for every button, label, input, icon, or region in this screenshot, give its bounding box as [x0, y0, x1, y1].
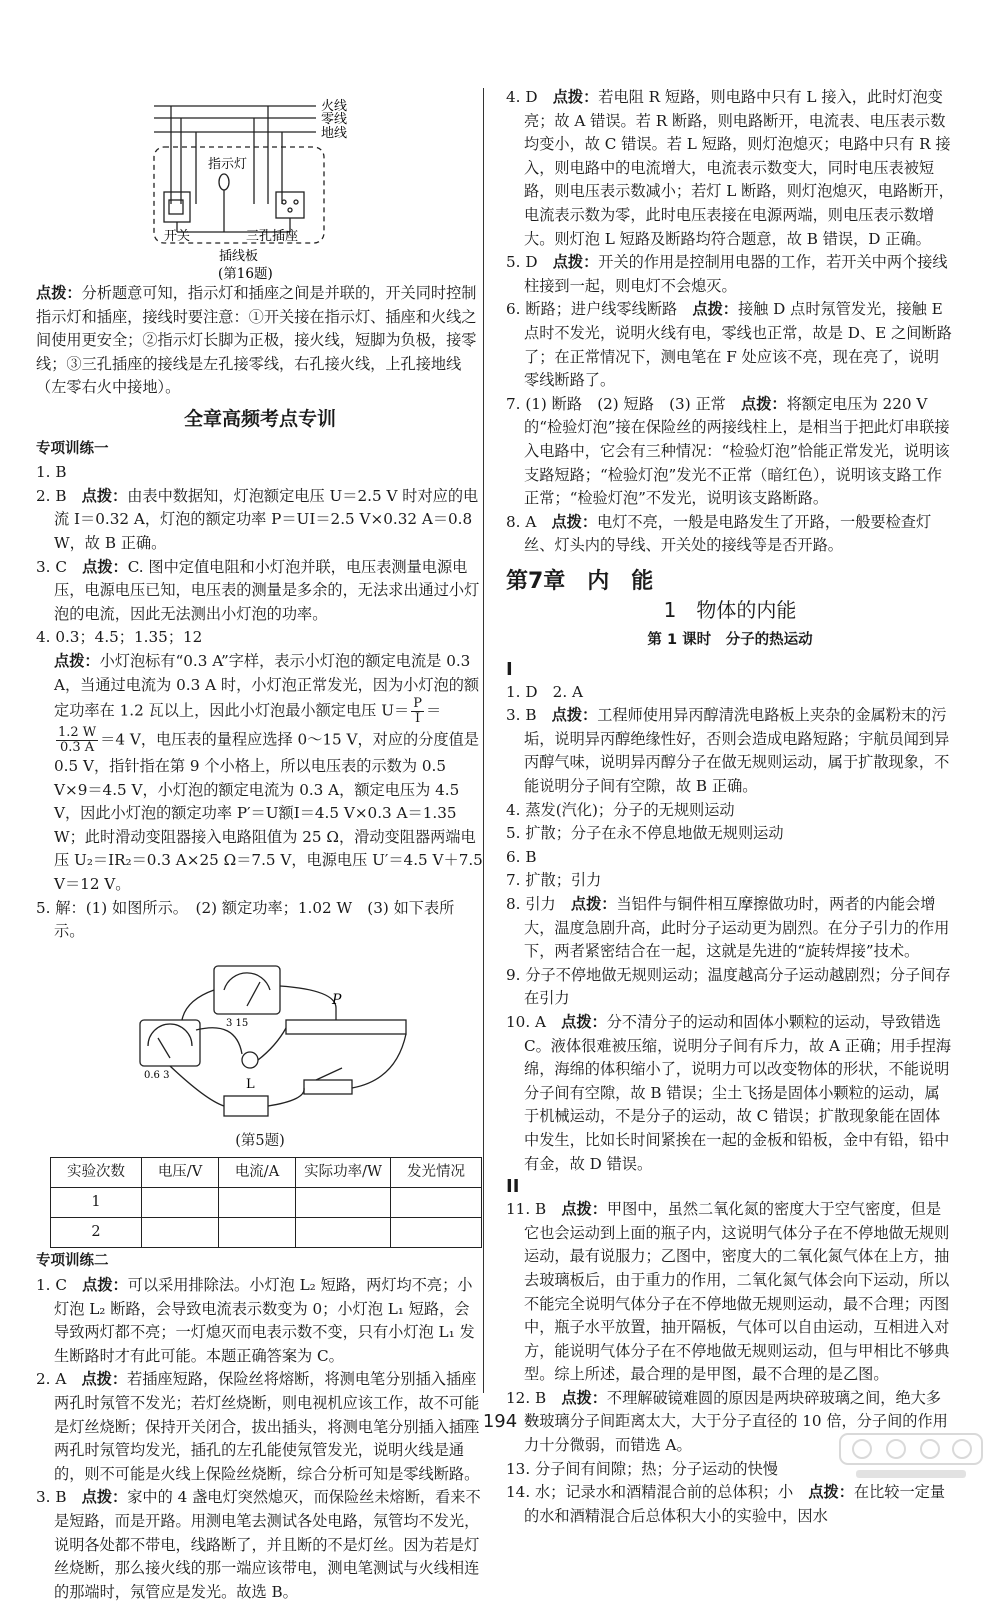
figure-16: [36, 92, 484, 282]
table-row: [51, 1218, 482, 1248]
hint-label: 点拨：: [561, 1200, 607, 1219]
hint-label: 点拨：: [552, 88, 599, 106]
hint-label: 点拨：: [561, 1012, 607, 1031]
table-cell: [219, 1218, 296, 1248]
hint-label: 点拨：: [692, 300, 738, 319]
level-two-icon: II: [506, 1176, 520, 1198]
left-column: [36, 86, 484, 1604]
c-answer-12: 12. B 点拨：不理解破镜难圆的原因是两块碎玻璃之间，绝大多数玻璃分子间距离太大，大于分子直径的 10 倍，分子间的作用力十分微弱，而错选 A。: [506, 1388, 948, 1455]
training-one-title: 专项训练一: [36, 440, 109, 457]
table-cell: [142, 1218, 219, 1248]
fraction-power-over-current: $\frac{1.2 W}{0.3 A}$: [58, 725, 97, 756]
t2-answer-1: 1. C 点拨：可以采用排除法。小灯泡 L₂ 短路，两灯均不亮；小灯泡 L₂ 断路，会导致电流表示数变为 0；小灯泡 L₁ 短路，会导致两灯都不亮；一灯熄灭而电表示数不变，只有小灯泡 L₁ 发生断路时才有此可能。本题正确答案为 C。: [36, 1276, 475, 1365]
t2-answer-3: 3. B 点拨：家中的 4 盏电灯突然熄灭，而保险丝未熔断，看来不是短路，而是开路。用测电笔去测试各处电路，氖管均不发光，说明各处都不带电，线路断了，并且断的不是灯丝。因为若是灯丝烧断，那么接火线的那一端应该带电，测电笔测试与火线相连的那端时，氖管应是发光。故选 B。: [36, 1488, 481, 1601]
figure-5-caption: (第5题): [235, 1132, 285, 1149]
answer-r4: 4. D 点拨：若电阻 R 短路，则电路中只有 L 接入，此时灯泡变亮；故 A 错误。若 R 断路，则电路断开，电流表、电压表示数均变小，故 C 错误。若 L 短路，则灯泡熄灭；电路中只有 R 接入，则电路中的电流增大，电流表示数变大，同时电压表被短路，则电压表示数减小；若灯 L 断路，则灯泡熄灭，电路断开，电流表示数为零，此时电压表接在电源两端，则电压表示数增大。则灯泡 L 短路及断路均符合题意，故 B 错误，D 正确。: [506, 88, 954, 248]
table-row: [51, 1188, 482, 1218]
wire-ground-label: 地线: [321, 126, 348, 141]
table-cell: [142, 1188, 219, 1218]
answer-2: [36, 485, 484, 556]
c-answer-3: 3. B 点拨：工程师使用异丙醇清洗电路板上夹杂的金属粉末的污垢，说明异丙醇绝缘性好，否则会造成电路短路；宇航员闻到异丙醇气味，说明异丙醇分子在做无规则运动，属于扩散现象，不能说明分子间有空隙，故 B 正确。: [506, 706, 950, 796]
hint-label: 点拨：: [81, 1370, 128, 1389]
hint-label: 点拨：: [561, 1388, 607, 1407]
hint-text: 小灯泡标有“0.3 A”字样，表示小灯泡的额定电流是 0.3 A，当通过电流为 0.3 A 时，小灯泡正常发光，因为小灯泡的额定功率在 1.2 瓦以上，因此小灯泡最小额定电压 U＝: [54, 651, 480, 720]
ammeter-scale: 0.6 3: [144, 1069, 170, 1081]
table-cell: 2: [51, 1218, 142, 1248]
hint-text: 由表中数据知，灯泡额定电压 U＝2.5 V 时对应的电流 I＝0.32 A，灯泡的额定功率 P＝UI＝2.5 V×0.32 A＝0.8 W，故 B 正确。: [54, 486, 479, 552]
answer-5: 5. 解：(1) 如图所示。 (2) 额定功率；1.02 W (3) 如下表所示。: [36, 898, 455, 941]
hint-label: 点拨：: [54, 651, 100, 670]
indicator-label: 指示灯: [208, 157, 248, 172]
page-number: － 194 －: [459, 1411, 541, 1432]
table-header: 电压/V: [142, 1158, 219, 1188]
figure-5: [36, 950, 484, 1130]
c-answer-1-2: 1. D 2. A: [506, 682, 583, 701]
c-answer-8: 8. 引力 点拨：当铝件与铜件相互摩擦做功时，两者的内能会增大，温度急剧升高，此时分子运动更为剧烈。在分子引力的作用下，两者紧密结合在一起，这就是先进的“旋转焊接”技术。: [506, 895, 950, 961]
hint-label: 点拨：: [82, 557, 128, 576]
circuit-diagram: [36, 950, 484, 1130]
answer-16-hint: [36, 282, 484, 400]
table-cell: [391, 1218, 482, 1248]
hint-label: 点拨：: [570, 895, 617, 913]
chapter-title: 第7章 内 能: [506, 568, 654, 594]
hint-label: 点拨：: [552, 253, 599, 272]
c-answer-10: 10. A 点拨：分不清分子的运动和固体小颗粒的运动，导致错选 C。液体很难被压缩，说明分子间有斥力，故 A 正确；用手捏海绵，海绵的体积缩小了，说明力可以改变物体的形状，不能说明分子间有空隙，故 B 错误；尘土飞扬是固体小颗粒的运动，属于机械运动，不是分子的运动，故 C 错误；扩散现象能在固体中发生，比如长时间紧挨在一起的金板和铅板，金中有铅，铅中有金，故 D 错误。: [506, 1012, 952, 1173]
c-answer-11: 11. B 点拨：甲图中，虽然二氧化氮的密度大于空气密度，但是它也会运动到上面的瓶子内，这说明气体分子在不停地做无规则运动，最有说服力；乙图中，密度大的二氧化氮气体在上方，抽去玻璃板后，由于重力的作用，二氧化氮气体会向下运动，所以不能完全说明气体分子在不停地做无规则运动，最不合理；丙图中，瓶子水平放置，抽开隔板，气体可以自由运动，互相进入对方，能说明气体分子在不停地做无规则运动，但与甲相比不够典型。综上所述，最合理的是甲图，最不合理的是乙图。: [506, 1200, 950, 1384]
answer-r8: 8. A 点拨：电灯不亮，一般是电路发生了开路，一般要检查灯丝、灯头内的导线、开关处的接线等是否开路。: [506, 512, 932, 555]
answer-r5: 5. D 点拨：开关的作用是控制用电器的工作，若开关中两个接线柱接到一起，则电灯不会熄灭。: [506, 253, 948, 295]
voltmeter-scale: 3 15: [226, 1017, 249, 1029]
socket-wiring-diagram: [36, 92, 484, 282]
hint-text: C. 图中定值电阻和小灯泡并联，电压表测量电源电压，电源电压已知，电压表的测量是多余的，无法求出通过小灯泡的电流，因此无法测出小灯泡的功率。: [54, 557, 480, 623]
t2-answer-2: 2. A 点拨：若插座短路，保险丝将熔断，将测电笔分别插入插座两孔时氖管不发光；若灯丝烧断，则电视机应该工作，故不可能是灯丝烧断；保持开关闭合，拔出插头，将测电笔分别插入插座两孔时氖管均发光，插孔的左孔能使氖管发光，说明火线是通的，则不可能是火线上保险丝烧断，综合分析可知是零线断路。: [36, 1370, 480, 1483]
lamp-l-label: L: [246, 1076, 255, 1092]
c-answer-4: 4. 蒸发(汽化)；分子的无规则运动: [506, 800, 735, 819]
table-cell: [391, 1188, 482, 1218]
section-title: 全章高频考点专训: [183, 407, 336, 430]
training-two-title: 专项训练二: [36, 1253, 109, 1270]
board-label: 插线板: [219, 249, 259, 264]
answer-4: 4. 0.3；4.5；1.35；12: [36, 628, 203, 647]
table-cell: 1: [51, 1188, 142, 1218]
right-column: [506, 86, 954, 1528]
answer-4-hint: 点拨：小灯泡标有“0.3 A”字样，表示小灯泡的额定电流是 0.3 A，当通过电流为 0.3 A 时，小灯泡正常发光，因为小灯泡的额定功率在 1.2 瓦以上，因此小灯泡最小额定电压 U＝ $\frac{P}{I}$ ＝ $\frac{1.2 W}{0.3 A}$ ＝4 V，电压表的量程应选择 0～15 V，对应的分度值是 0.5 V，指针指在第 9 个小格上，所以电压表的示数为 0.5 V×9＝4.5 V，小灯泡的额定电流为 0.3 A，额定电压为 4.5 V，因此小灯泡的额定功率 P′＝U额I＝4.5 V×0.3 A＝1.35 W；此时滑动变阻器接入电路阻值为 25 Ω，滑动变阻器两端电压 U₂＝IR₂＝0.3 A×25 Ω＝7.5 V，电源电压 U′＝4.5 V＋7.5 V＝12 V。: [54, 651, 483, 894]
c-answer-14: 14. 水；记录水和酒精混合前的总体积；小 点拨：在比较一定量的水和酒精混合后总体积大小的实验中，因水: [506, 1483, 946, 1525]
lesson-heading: 第 1 课时 分子的热运动: [647, 632, 813, 649]
hint-text: 分析题意可知，指示灯和插座之间是并联的，开关同时控制指示灯和插座，接线时要注意：①开关接在指示灯、插座和火线之间使用更安全；②指示灯长脚为正极，接火线，短脚为负极，接零线；③三孔插座的接线是左孔接零线，右孔接火线，上孔接地线（左零右火中接地）。: [36, 284, 477, 397]
hint-label: 点拨：: [551, 512, 598, 531]
answer-r6: 6. 断路；进户线零线断路 点拨：接触 D 点时氖管发光，接触 E 点时不发光，说明火线有电，零线也正常，故是 D、E 之间断路了；在正常情况下，测电笔在 F 处应该不亮，现在亮了，说明零线断路了。: [506, 300, 952, 390]
hint-text: ＝4 V，电压表的量程应选择 0～15 V，对应的分度值是 0.5 V，指针指在第 9 个小格上，所以电压表的示数为 0.5 V×9＝4.5 V，小灯泡的额定电流为 0.3 A，额定电压为 4.5 V，因此小灯泡的额定功率 P′＝U额I＝4.5 V×0.3 A＝1.35 W；此时滑动变阻器接入电路阻值为 25 Ω，滑动变阻器两端电压 U₂＝IR₂＝0.3 A×25 Ω＝7.5 V，电源电压 U′＝4.5 V＋7.5 V＝12 V。: [54, 730, 483, 894]
experiment-table: [50, 1157, 482, 1248]
hint-label: 点拨：: [808, 1483, 854, 1502]
hint-label: 点拨：: [36, 284, 82, 302]
socket-label: 三孔插座: [246, 229, 299, 244]
table-header: 电流/A: [219, 1158, 296, 1188]
table-header-row: [51, 1158, 482, 1188]
wire-neutral-label: 零线: [321, 112, 348, 127]
fraction-p-over-i: $\frac{P}{I}$: [413, 696, 422, 727]
switch-label: 开关: [164, 229, 191, 244]
c-answer-7: 7. 扩散；引力: [506, 871, 602, 890]
watermark-logo: [836, 1430, 986, 1484]
section-heading: 1 物体的内能: [663, 598, 797, 623]
answer-1: 1. B: [36, 463, 67, 482]
wire-live-label: 火线: [321, 99, 348, 114]
c-answer-13: 13. 分子间有间隙；热；分子运动的快慢: [506, 1459, 778, 1478]
figure-16-caption: (第16题): [218, 266, 273, 282]
table-header: 发光情况: [391, 1158, 482, 1188]
slider-p-label: P: [332, 991, 342, 1008]
c-answer-5: 5. 扩散；分子在永不停息地做无规则运动: [506, 824, 784, 843]
table-cell: [296, 1188, 391, 1218]
hint-label: 点拨：: [82, 1276, 128, 1295]
table-cell: [219, 1188, 296, 1218]
c-answer-9: 9. 分子不停地做无规则运动；温度越高分子运动越剧烈；分子间存在引力: [506, 965, 951, 1008]
answer-3: [36, 556, 484, 627]
table-header: 实验次数: [51, 1158, 142, 1188]
answer-num: 3. C: [36, 557, 83, 576]
hint-label: 点拨：: [741, 394, 787, 413]
table-header: 实际功率/W: [296, 1158, 391, 1188]
hint-label: 点拨：: [81, 486, 128, 505]
answer-r7: 7. (1) 断路 (2) 短路 (3) 正常 点拨：将额定电压为 220 V 的“检验灯泡”接在保险丝的两接线柱上，是相当于把此灯串联接入电路中，它会有三种情况：“检验灯泡”恰能正常发光，说明该支路短路；“检验灯泡”发光不正常（暗红色），说明该支路工作正常；“检验灯泡”不发光，说明该支路断路。: [506, 394, 950, 508]
level-one-icon: I: [506, 658, 513, 680]
answer-num: 2. B: [36, 486, 82, 505]
hint-label: 点拨：: [81, 1488, 128, 1507]
hint-label: 点拨：: [551, 706, 598, 725]
table-cell: [296, 1218, 391, 1248]
c-answer-6: 6. B: [506, 847, 537, 866]
